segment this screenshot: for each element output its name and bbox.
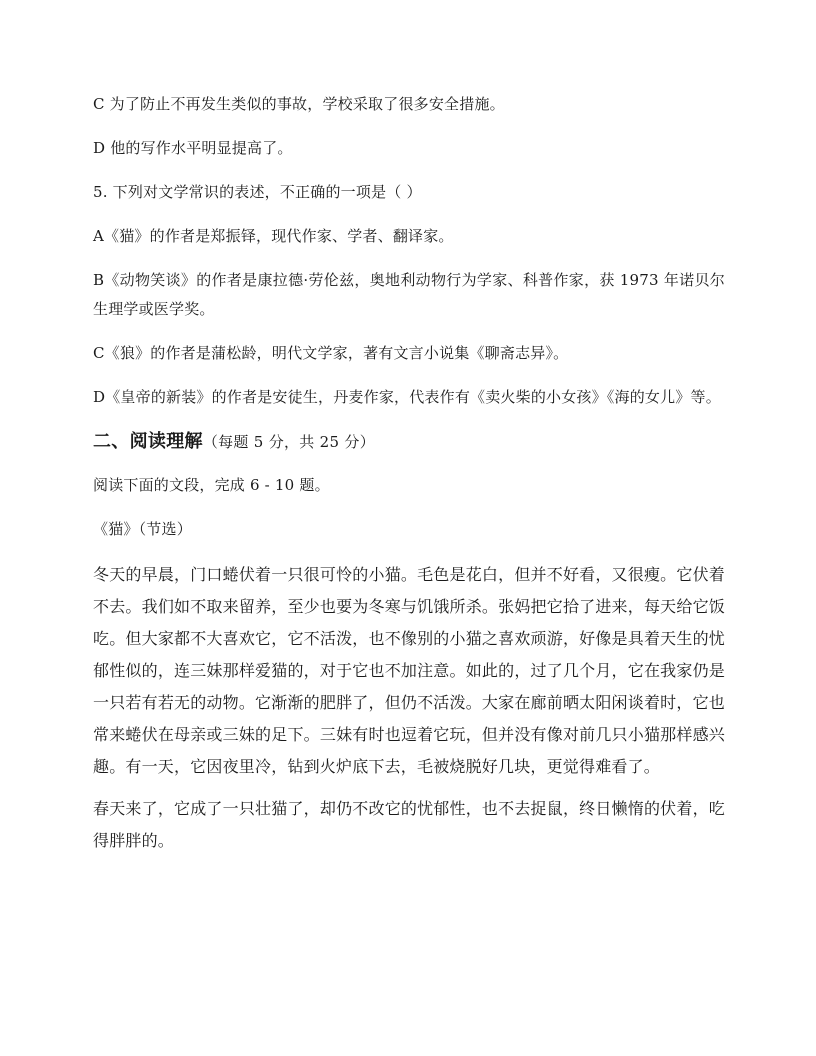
question-5-option-d: D《皇帝的新装》的作者是安徒生，丹麦作家，代表作有《卖火柴的小女孩》《海的女儿》等。 [93,388,721,406]
question-5-stem: 5. 下列对文学常识的表述，不正确的一项是（ ） [93,183,422,201]
question-5-option-b: B《动物笑谈》的作者是康拉德·劳伦兹，奥地利动物行为学家、科普作家，获 1973 年诺贝尔生理学或医学奖。 [93,271,725,318]
passage-title: 《猫》（节选） [93,520,192,538]
section-heading [93,427,725,457]
option-d-prev: D 他的写作水平明显提高了。 [93,139,293,157]
document-body [93,90,725,867]
option-c-prev: C 为了防止不再发生类似的事故，学校采取了很多安全措施。 [93,95,505,113]
section-title: 二、阅读理解 [93,431,203,452]
question-5-option-c: C《狼》的作者是蒲松龄，明代文学家，著有文言小说集《聊斋志异》。 [93,344,569,362]
question-5-option-a: A《猫》的作者是郑振铎，现代作家、学者、翻译家。 [93,227,454,245]
passage-paragraph-1: 冬天的早晨，门口蜷伏着一只很可怜的小猫。毛色是花白，但并不好看，又很瘦。它伏着不去。我们如不取来留养，至少也要为冬寒与饥饿所杀。张妈把它拾了进来，每天给它饭吃。但大家都不大喜欢它，它不活泼，也不像别的小猫之喜欢顽游，好像是具着天生的忧郁性似的，连三妹那样爱猫的，对于它也不加注意。如此的，过了几个月，它在我家仍是一只若有若无的动物。它渐渐的肥胖了，但仍不活泼。大家在廊前晒太阳闲谈着时，它也常来蜷伏在母亲或三妹的足下。三妹有时也逗着它玩，但并没有像对前几只小猫那样感兴趣。有一天，它因夜里冷，钻到火炉底下去，毛被烧脱好几块，更觉得难看了。 [93,565,725,776]
section-score-note: （每题 5 分，共 25 分） [202,433,376,451]
reading-instruction: 阅读下面的文段，完成 6 - 10 题。 [93,476,330,494]
passage-paragraph-2: 春天来了，它成了一只壮猫了，却仍不改它的忧郁性，也不去捉鼠，终日懒惰的伏着，吃得胖胖的。 [93,799,725,850]
